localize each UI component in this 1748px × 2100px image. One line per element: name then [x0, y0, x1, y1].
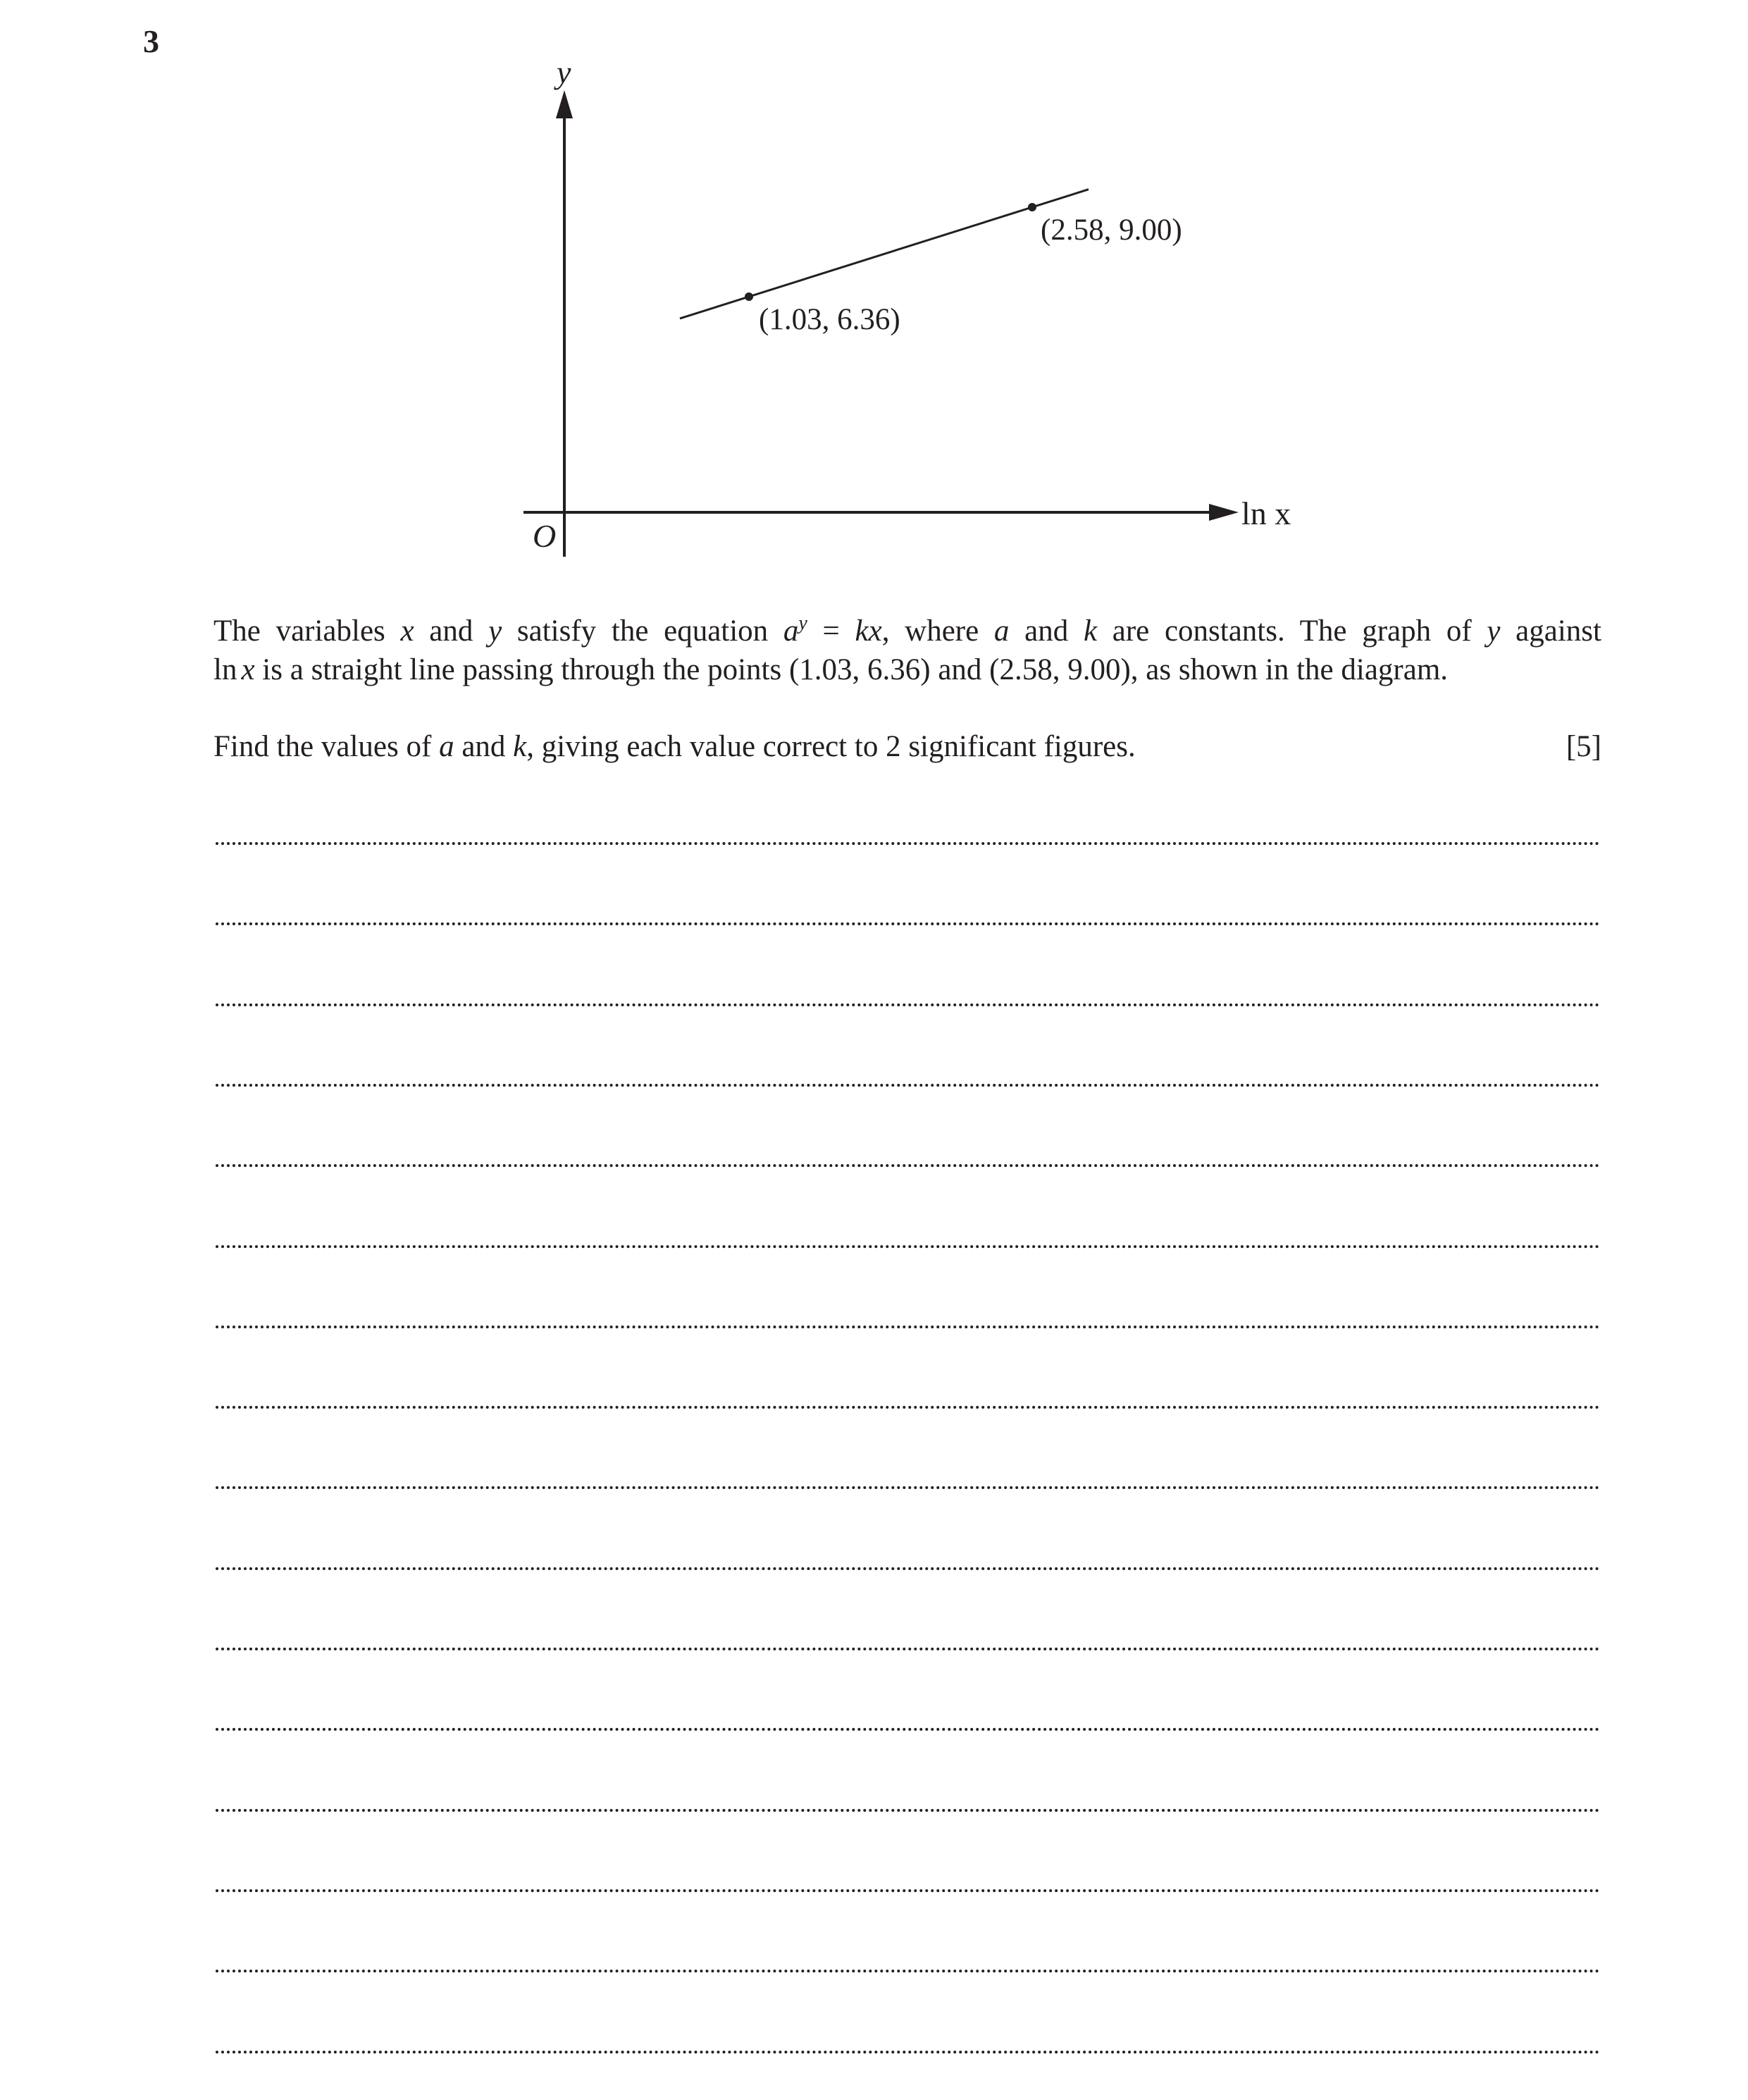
answer-line[interactable] [216, 1486, 1600, 1489]
x-axis-label [1241, 495, 1291, 531]
answer-line[interactable] [216, 1406, 1600, 1409]
question-text-line-2: ln x is a straight line passing through the points (1.03, 6.36) and (2.58, 9.00), as shown in the diagram. [213, 653, 1449, 686]
data-line [680, 190, 1089, 319]
answer-line[interactable] [216, 1648, 1600, 1650]
line-graph-diagram [0, 0, 1748, 606]
data-point-1 [745, 292, 753, 301]
question-task: Find the values of a and k, giving each value correct to 2 significant figures. [5] [213, 727, 1601, 767]
answer-line[interactable] [216, 1164, 1600, 1167]
question-text-line-1: The variables x and y satisfy the equation $a^y$ = kx, where a and k are constants. The graph of y against [213, 612, 1601, 648]
data-point-2 [1028, 203, 1036, 211]
answer-line[interactable] [216, 1084, 1600, 1087]
answer-line[interactable] [216, 1889, 1600, 1892]
question-number: 3 [143, 23, 159, 59]
point-2-label: (2.58, 9.00) [1041, 214, 1182, 247]
answer-line[interactable] [216, 1326, 1600, 1328]
point-1-label: (1.03, 6.36) [759, 303, 900, 336]
answer-line[interactable] [216, 922, 1600, 925]
x-axis-label-text: ln x [1241, 495, 1291, 531]
marks-label: [5] [1566, 730, 1601, 763]
answer-line[interactable] [216, 1245, 1600, 1248]
answer-line[interactable] [216, 1003, 1600, 1006]
answer-line[interactable] [216, 1970, 1600, 1972]
y-axis-label: y [557, 54, 571, 90]
answer-line[interactable] [216, 842, 1600, 845]
origin-label: O [533, 518, 557, 554]
y-axis-arrow [556, 90, 573, 118]
answer-line[interactable] [216, 1728, 1600, 1731]
answer-line[interactable] [216, 2051, 1600, 2053]
answer-line[interactable] [216, 1567, 1600, 1570]
x-axis-arrow [1209, 504, 1239, 521]
answer-line[interactable] [216, 1809, 1600, 1812]
